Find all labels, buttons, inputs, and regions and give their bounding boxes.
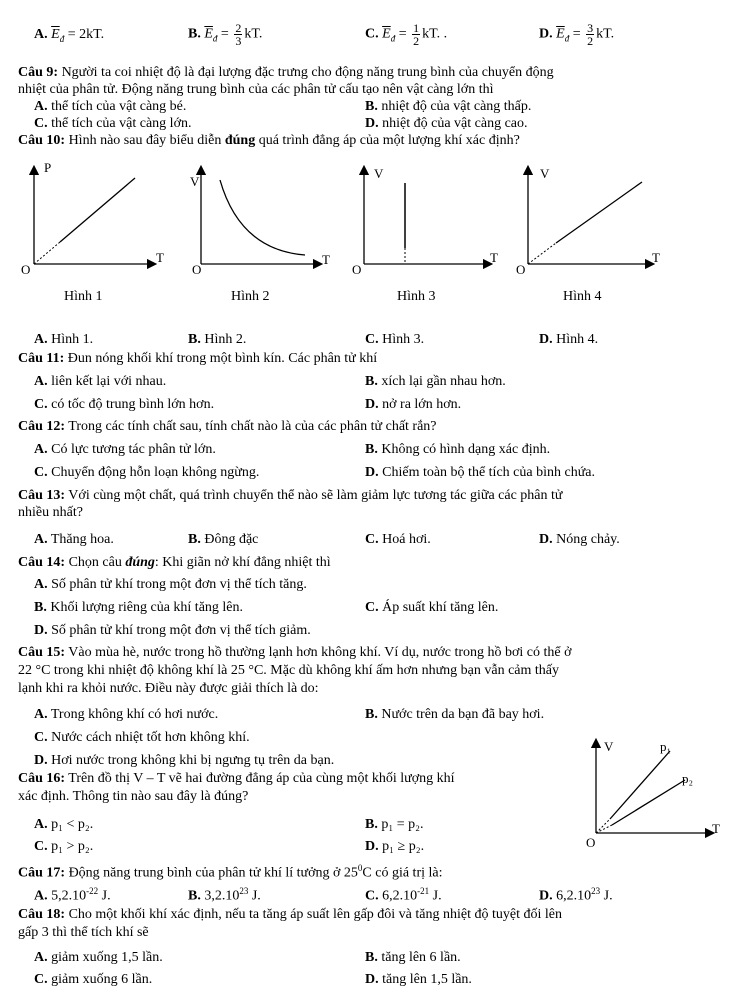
q13-option-a[interactable]: A. Thăng hoa.	[34, 532, 114, 547]
q12-stem: Câu 12: Trong các tính chất sau, tính chất nào là của các phân tử chất rắn?	[18, 419, 437, 434]
q15-option-d[interactable]: D. Hơi nước trong không khi bị ngưng tụ trên da bạn.	[34, 753, 335, 768]
q10-option-d[interactable]: D. Hình 4.	[539, 332, 599, 347]
q17-option-a[interactable]: A. $5,2.10^{-22}$ J.	[34, 886, 111, 904]
fig4-axis-t: T	[652, 250, 660, 265]
q8-option-c: C. $\overline{E}_đ$ = $\frac{1}{2}$ kT. .	[365, 21, 448, 48]
q13-stem: Câu 13: Với cùng một chất, quá trình chuyển thể nào sẽ làm giảm lực tương tác giữa các phân tử	[18, 488, 563, 503]
fig4-caption: Hình 4	[563, 289, 602, 304]
q12-option-d[interactable]: D. Chiếm toàn bộ thể tích của bình chứa.	[365, 465, 595, 480]
q12-option-a[interactable]: A. Có lực tương tác phân tử lớn.	[34, 442, 216, 457]
fig3-caption: Hình 3	[397, 289, 436, 304]
q14-option-b[interactable]: B. Khối lượng riêng của khí tăng lên.	[34, 600, 244, 615]
q9-option-b[interactable]: B. nhiệt độ của vật càng thấp.	[365, 99, 532, 114]
q13-option-d[interactable]: D. Nóng chảy.	[539, 532, 620, 547]
q18-option-b[interactable]: B. tăng lên 6 lần.	[365, 950, 461, 965]
q16-option-d[interactable]: D. p₁ ≥ p₂.	[365, 839, 425, 854]
figure-2	[190, 170, 330, 304]
fig1-axis-p: P	[44, 160, 52, 175]
q11-option-d[interactable]: D. nở ra lớn hơn.	[365, 397, 462, 412]
q18-option-a[interactable]: A. giảm xuống 1,5 lần.	[34, 950, 163, 965]
q14-stem: Câu 14: Chọn câu đúng: Khi giãn nở khí đẳng nhiệt thì	[18, 555, 331, 570]
q18-stem-cont: gấp 3 thì thể tích khí sẽ	[18, 925, 149, 940]
q16-axis-v: V	[604, 739, 614, 754]
q9-option-c[interactable]: C. thể tích của vật càng lớn.	[34, 116, 192, 131]
q9-stem-cont: nhiệt của phân tử. Động năng trung bình của các phân tử cấu tạo nên vật càng lớn thì	[18, 82, 494, 97]
q12-option-c[interactable]: C. Chuyển động hỗn loạn không ngừng.	[34, 465, 260, 480]
q14-option-a[interactable]: A. Số phân tử khí trong một đơn vị thể tích tăng.	[34, 577, 307, 592]
q14-option-c[interactable]: C. Áp suất khí tăng lên.	[365, 600, 499, 615]
fig2-axis-t: T	[322, 252, 330, 267]
q11-stem: Câu 11: Đun nóng khối khí trong một bình kín. Các phân tử khí	[18, 351, 378, 366]
figure-1	[21, 160, 164, 304]
q16-axis-t: T	[712, 821, 720, 836]
q8-option-d: D. $\overline{E}_đ$ = $\frac{3}{2}$ kT.	[539, 21, 615, 48]
q15-stem-cont2: lạnh khi ra khỏi nước. Điều này được giải thích là do:	[18, 681, 319, 696]
q16-option-a[interactable]: A. p₁ < p₂.	[34, 817, 94, 832]
q9-stem: Câu 9: Người ta coi nhiệt độ là đại lượng đặc trưng cho động năng trung bình của chuyển động	[18, 65, 554, 80]
q11-option-c[interactable]: C. có tốc độ trung bình lớn hơn.	[34, 397, 215, 412]
q15-option-a[interactable]: A. Trong không khí có hơi nước.	[34, 707, 219, 722]
q16-label-p1: p₁	[660, 739, 672, 754]
q17-option-c[interactable]: C. $6,2.10^{-21}$ J.	[365, 886, 442, 904]
q17-option-d[interactable]: D. 6,2.10$^{23}$ J.	[539, 886, 613, 904]
fig1-axis-t: T	[156, 250, 164, 265]
q13-option-b[interactable]: B. Đông đặc	[188, 532, 259, 547]
q13-option-c[interactable]: C. Hoá hơi.	[365, 532, 431, 547]
fig1-caption: Hình 1	[64, 289, 103, 304]
fig1-origin: O	[21, 262, 31, 277]
q10-option-a[interactable]: A. Hình 1.	[34, 332, 94, 347]
fig2-caption: Hình 2	[231, 289, 270, 304]
q15-option-c[interactable]: C. Nước cách nhiệt tốt hơn không khí.	[34, 730, 250, 745]
q10-figures	[0, 150, 735, 320]
q13-stem-cont: nhiều nhất?	[18, 505, 83, 520]
q15-stem: Câu 15: Vào mùa hè, nước trong hồ thường lạnh hơn không khí. Ví dụ, nước trong hồ bơi có thể ở	[18, 645, 572, 660]
q18-option-c[interactable]: C. giảm xuống 6 lần.	[34, 972, 153, 987]
q10-stem: Câu 10: Hình nào sau đây biểu diễn đúng quá trình đẳng áp của một lượng khí xác định?	[18, 133, 520, 148]
q8-option-b: B. $\overline{E}_đ$ = $\frac{2}{3}$ kT.	[188, 21, 263, 48]
q8-option-a: A. $\overline{E}_đ = 2kT$.	[34, 27, 105, 44]
fig3-axis-v: V	[374, 166, 384, 181]
q14-option-d[interactable]: D. Số phân tử khí trong một đơn vị thể tích giảm.	[34, 623, 311, 638]
fig3-origin: O	[352, 262, 362, 277]
q17-stem: Câu 17: Động năng trung bình của phân tử khí lí tưởng ở $25^0C$ có giá trị là:	[18, 863, 443, 881]
q18-stem: Câu 18: Cho một khối khí xác định, nếu ta tăng áp suất lên gấp đôi và tăng nhiệt độ tuyệt đối lên	[18, 907, 562, 922]
q16-stem: Câu 16: Trên đồ thị V – T vẽ hai đường đẳng áp của cùng một khối lượng khí	[18, 771, 455, 786]
q10-option-b[interactable]: B. Hình 2.	[188, 332, 247, 347]
fig4-axis-v: V	[540, 166, 550, 181]
q18-option-d[interactable]: D. tăng lên 1,5 lần.	[365, 972, 472, 987]
q15-stem-cont1: 22 °C trong khi nhiệt độ không khí là 25 °C. Mặc dù không khí ấm hơn nhưng bạn vẫn cảm thấy	[18, 663, 560, 678]
figure-4	[516, 166, 660, 304]
q9-option-d[interactable]: D. nhiệt độ của vật càng cao.	[365, 116, 528, 131]
q16-origin: O	[586, 835, 596, 850]
q15-option-b[interactable]: B. Nước trên da bạn đã bay hơi.	[365, 707, 545, 722]
q12-option-b[interactable]: B. Không có hình dạng xác định.	[365, 442, 551, 457]
q17-option-b[interactable]: B. 3,2.10$^{23}$ J.	[188, 886, 261, 904]
fig2-origin: O	[192, 262, 202, 277]
q16-option-c[interactable]: C. p₁ > p₂.	[34, 839, 94, 854]
fig2-axis-v: V	[190, 174, 200, 189]
fig4-origin: O	[516, 262, 526, 277]
q11-option-a[interactable]: A. liên kết lại với nhau.	[34, 374, 167, 389]
q16-vt-graph	[580, 735, 730, 855]
q16-option-b[interactable]: B. p₁ = p₂.	[365, 817, 424, 832]
fig3-axis-t: T	[490, 250, 498, 265]
q16-label-p2: p₂	[682, 771, 694, 786]
q9-option-a[interactable]: A. thể tích của vật càng bé.	[34, 99, 187, 114]
q11-option-b[interactable]: B. xích lại gần nhau hơn.	[365, 374, 506, 389]
q16-stem-cont: xác định. Thông tin nào sau đây là đúng?	[18, 789, 249, 804]
figure-3	[352, 166, 498, 304]
q10-option-c[interactable]: C. Hình 3.	[365, 332, 425, 347]
